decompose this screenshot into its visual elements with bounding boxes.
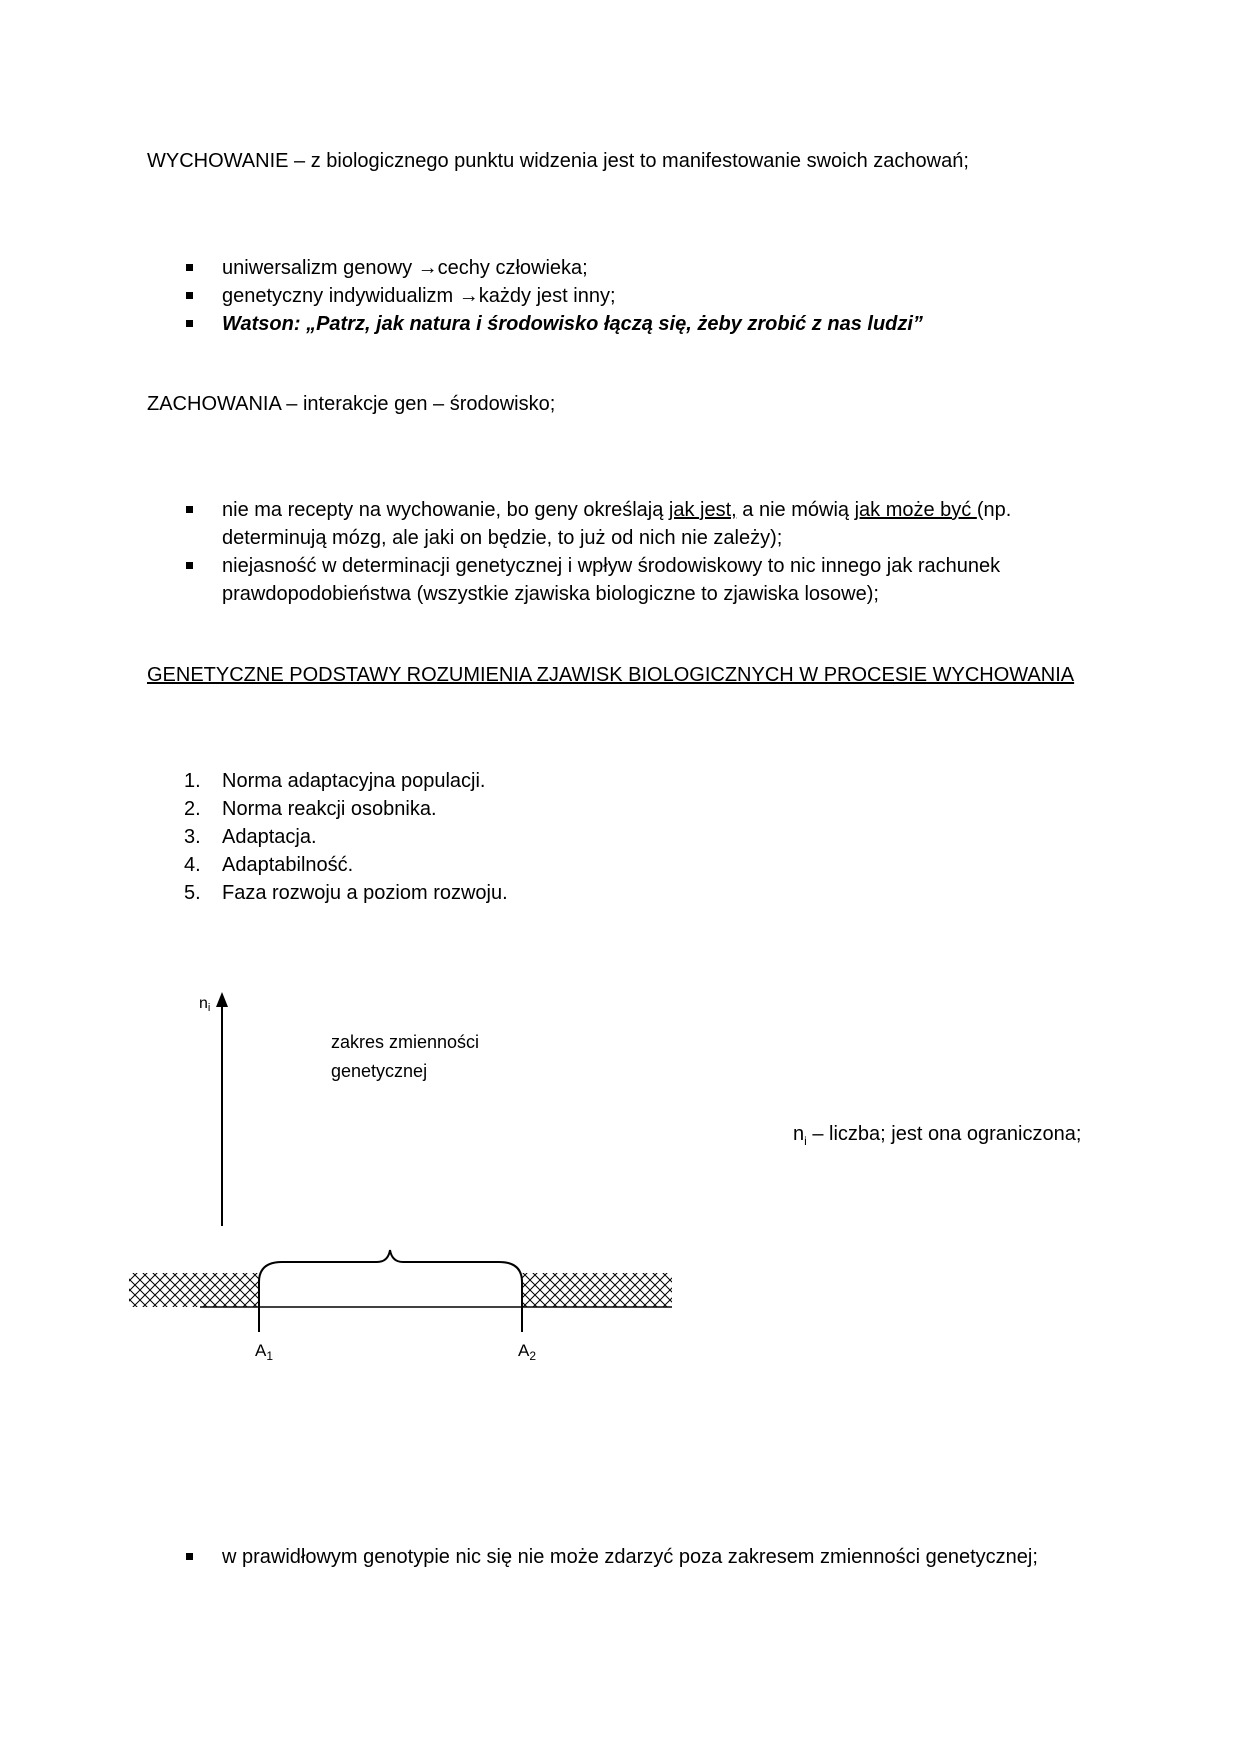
list-item: uniwersalizm genowy →cechy człowieka; [222, 254, 1122, 282]
section-title: GENETYCZNE PODSTAWY ROZUMIENIA ZJAWISK BIOLOGICZNYCH W PROCESIE WYCHOWANIA [147, 664, 1075, 686]
genetic-variability-diagram [0, 980, 760, 1360]
list-item: 1. Norma adaptacyjna populacji. [184, 770, 486, 792]
bullet-icon [186, 292, 193, 299]
y-axis-label: ni [199, 995, 211, 1014]
arrow-right-icon: → [417, 257, 438, 279]
bullet-list-1 [222, 254, 1122, 338]
bullet-icon [186, 264, 193, 271]
tick-label-a1: $A_1$ [255, 1341, 274, 1360]
curly-brace [259, 1250, 522, 1282]
list-item: 5. Faza rozwoju a poziom rozwoju. [184, 882, 508, 904]
list-item: w prawidłowym genotypie nic się nie może zdarzyć poza zakresem zmienności genetycznej; [222, 1543, 1122, 1571]
definition-zachowania: – interakcje gen – środowisko; [280, 393, 556, 415]
term-zachowania: ZACHOWANIA [147, 393, 281, 415]
hatched-region-right [522, 1273, 672, 1307]
list-item: 4. Adaptabilność. [184, 854, 354, 876]
list-item: nie ma recepty na wychowanie, bo geny określają jak jest, a nie mówią jak może być (np. determinują mózg, ale jaki on będzie, to już od nich nie zależy); [222, 496, 1092, 552]
bullet-icon [186, 320, 193, 327]
list-item: 3. Adaptacja. [184, 826, 317, 848]
list-item: 2. Norma reakcji osobnika. [184, 798, 437, 820]
bullet-icon [186, 506, 193, 513]
ni-definition: $n_i$ – liczba; jest ona ograniczona; [793, 1123, 1082, 1148]
bullet-icon [186, 1553, 193, 1560]
paragraph-wychowanie [147, 147, 969, 175]
range-label-line-1: zakres zmienności [331, 1032, 480, 1052]
bullet-list-3 [222, 1543, 1122, 1571]
bullet-icon [186, 562, 193, 569]
list-item: genetyczny indywidualizm →każdy jest inny; [222, 282, 1122, 310]
numbered-list [184, 767, 1022, 907]
definition-wychowanie: – z biologicznego punktu widzenia jest to manifestowanie swoich zachowań; [288, 150, 969, 172]
arrow-right-icon: → [458, 285, 479, 307]
tick-label-a2: $A_2$ [518, 1341, 537, 1360]
term-wychowanie: WYCHOWANIE [147, 150, 289, 172]
list-item: niejasność w determinacji genetycznej i wpływ środowiskowy to nic innego jak rachunek prawdopodobieństwa (wszystkie zjawiska biologiczne to zjawiska losowe); [222, 552, 1092, 608]
bullet-list-2 [222, 496, 1092, 608]
list-item [222, 310, 1122, 338]
paragraph-zachowania [147, 390, 555, 418]
hatched-region-left [129, 1273, 259, 1307]
watson-quote: Watson: „Patrz, jak natura i środowisko łączą się, żeby zrobić z nas ludzi” [222, 313, 923, 335]
range-label-line-2: genetycznej [331, 1061, 428, 1081]
arrow-up-icon [216, 992, 228, 1007]
